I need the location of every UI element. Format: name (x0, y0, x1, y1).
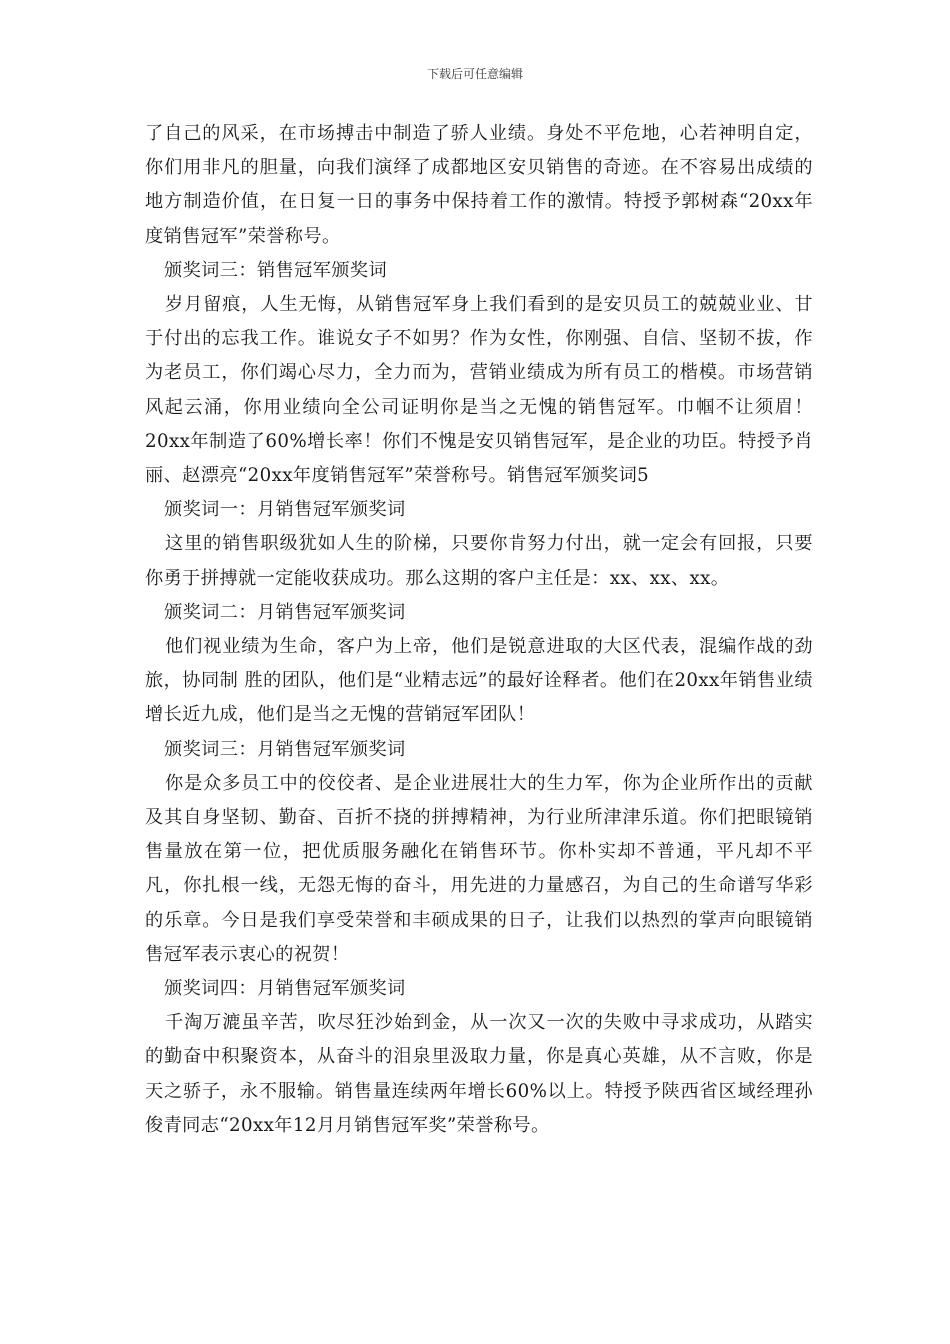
section-heading: 颁奖词四：月销售冠军颁奖词 (164, 978, 406, 1000)
paragraph: 岁月留痕，人生无悔，从销售冠军身上我们看到的是安贝员工的兢兢业业、甘于付出的忘我工作。谁说女子不如男？作为女性，你刚强、自信、坚韧不拔，作为老员工，你们竭心尽力，全力而为，营销业绩成为所有员工的楷模。市场营销风起云涌，你用业绩向全公司证明你是当之无愧的销售冠军。巾帼不让须眉！20xx年制造了60%增长率！你们不愧是安贝销售冠军，是企业的功臣。特授予肖丽、赵漂亮“20xx年度销售冠军”荣誉称号。销售冠军颁奖词5 (145, 294, 813, 487)
paragraph: 他们视业绩为生命，客户为上帝，他们是锐意进取的大区代表，混编作战的劲旅，协同制 胜的团队，他们是“业精志远”的最好诠释者。他们在20xx年销售业绩增长近九成，他们是当之无愧的营销冠军团队！ (145, 636, 813, 726)
section-heading: 颁奖词三：销售冠军颁奖词 (164, 259, 388, 281)
page-header: 下载后可任意编辑 (426, 67, 523, 81)
section-heading: 颁奖词一：月销售冠军颁奖词 (164, 499, 406, 521)
paragraph-continuation: 了自己的风采，在市场搏击中制造了骄人业绩。身处不平危地，心若神明自定，你们用非凡的胆量，向我们演绎了成都地区安贝销售的奇迹。在不容易出成绩的地方制造价值，在日复一日的事务中保持着工作的激情。特授予郭树森“20xx年度销售冠军”荣誉称号。 (145, 123, 813, 247)
paragraph: 千淘万漉虽辛苦，吹尽狂沙始到金，从一次又一次的失败中寻求成功，从踏实的勤奋中积聚资本，从奋斗的泪泉里汲取力量，你是真心英雄，从不言败，你是天之骄子，永不服输。销售量连续两年增长60%以上。特授予陕西省区域经理孙俊青同志“20xx年12月月销售冠军奖”荣誉称号。 (145, 1012, 813, 1136)
section-heading: 颁奖词二：月销售冠军颁奖词 (164, 601, 406, 623)
paragraph: 这里的销售职级犹如人生的阶梯，只要你肯努力付出，就一定会有回报，只要你勇于拼搏就一定能收获成功。那么这期的客户主任是：xx、xx、xx。 (145, 533, 813, 589)
paragraph: 你是众多员工中的佼佼者、是企业进展壮大的生力军，你为企业所作出的贡献及其自身坚韧、勤奋、百折不挠的拼搏精神，为行业所津津乐道。你们把眼镜销售量放在第一位，把优质服务融化在销售环节。你朴实却不普通，平凡却不平凡，你扎根一线，无怨无悔的奋斗，用先进的力量感召，为自己的生命谱写华彩的乐章。今日是我们享受荣誉和丰硕成果的日子，让我们以热烈的掌声向眼镜销售冠军表示衷心的祝贺！ (145, 772, 813, 965)
section-heading: 颁奖词三：月销售冠军颁奖词 (164, 738, 406, 760)
document-body (145, 117, 813, 1143)
